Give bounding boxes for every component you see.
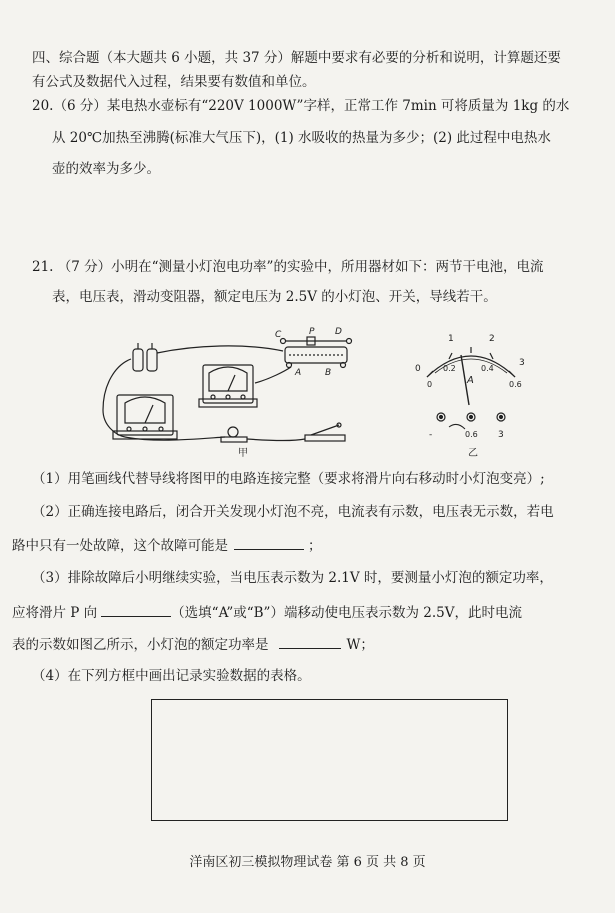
circuit-figure-a: [95, 325, 385, 460]
terminal-label-3: 3: [498, 430, 504, 440]
page-footer: 洋南区初三模拟物理试卷 第 6 页 共 8 页: [189, 855, 426, 870]
q21-part2-line2-post: ；: [308, 538, 322, 554]
q21-part2-line2-pre: 路中只有一处故障，这个故障可能是: [12, 538, 228, 554]
voltmeter-device-icon: [199, 365, 257, 407]
answer-blank-fault[interactable]: [234, 535, 304, 550]
q21-part2-line2: [12, 535, 322, 555]
scale-zero-top: 0: [415, 364, 421, 374]
rheostat-label-d: D: [335, 327, 342, 337]
q21-part3-line3-post: W；: [346, 637, 374, 653]
rheostat-label-c: C: [275, 330, 282, 340]
q21-line1: 21. （7 分）小明在“测量小灯泡电功率”的实验中，所用器材如下：两节干电池，电流: [32, 259, 544, 275]
figure-a-caption: 甲: [238, 448, 248, 459]
bulb-icon: [221, 427, 247, 442]
scale-bottom-06: 0.6: [509, 380, 522, 389]
q21-part1: （1）用笔画线代替导线将图甲的电路连接完整（要求将滑片向右移动时小灯泡变亮）;: [32, 471, 545, 487]
rheostat-label-a: A: [295, 368, 302, 378]
q21-part2-line1: （2）正确连接电路后，闭合开关发现小灯泡不亮，电流表有示数，电压表无示数，若电: [32, 504, 554, 520]
figure-b-caption: 乙: [468, 448, 478, 459]
q20-line3: 壶的效率为多少。: [52, 161, 160, 177]
scale-bottom-0: 0: [427, 380, 433, 389]
scale-bottom-04: 0.4: [481, 364, 494, 373]
q20-line2: 从 20℃加热至沸腾(标准大气压下)，(1) 水吸收的热量为多少；(2) 此过程中电热水: [52, 130, 551, 146]
answer-blank-power[interactable]: [279, 634, 341, 649]
switch-icon: [305, 423, 345, 441]
terminal-label-06: 0.6: [465, 430, 478, 439]
ammeter-figure-b: [405, 325, 545, 460]
scale-end-top: 3: [519, 358, 525, 368]
rheostat-label-p: P: [309, 327, 315, 337]
q21-line2: 表，电压表，滑动变阻器，额定电压为 2.5V 的小灯泡、开关，导线若干。: [52, 289, 497, 305]
q21-part3-line1: （3）排除故障后小明继续实验，当电压表示数为 2.1V 时，要测量小灯泡的额定功率，: [32, 570, 553, 586]
q21-part4: （4）在下列方框中画出记录实验数据的表格。: [32, 668, 311, 684]
q20-line1: 20.（6 分）某电热水壶标有“220V 1000W”字样，正常工作 7min 可将质量为 1kg 的水: [32, 98, 570, 114]
terminal-label-neg: -: [429, 430, 433, 440]
section-heading-line2: 有公式及数据代入过程，结果要有数值和单位。: [32, 74, 316, 90]
rheostat-label-b: B: [325, 368, 332, 378]
ammeter-device-icon: [113, 395, 177, 439]
rheostat-icon: [281, 337, 352, 368]
answer-blank-direction[interactable]: [101, 602, 171, 617]
q21-part3-line3: [12, 634, 374, 654]
q21-part3-line3-pre: 表的示数如图乙所示，小灯泡的额定功率是: [12, 637, 269, 653]
scale-top-1: 1: [448, 334, 454, 344]
scale-top-2: 2: [489, 334, 495, 344]
q21-part3-line2-mid: （选填“A”或“B”）端移动使电压表示数为 2.5V，此时电流: [171, 605, 522, 621]
ammeter-unit: A: [467, 375, 474, 386]
q21-part3-line2: [12, 602, 522, 622]
scale-bottom-02: 0.2: [443, 364, 456, 373]
q21-part3-line2-pre: 应将滑片 P 向: [12, 605, 98, 621]
answer-table-box[interactable]: [151, 699, 508, 821]
section-heading-line1: 四、综合题（本大题共 6 小题，共 37 分）解题中要求有必要的分析和说明，计算题还要: [32, 50, 561, 66]
